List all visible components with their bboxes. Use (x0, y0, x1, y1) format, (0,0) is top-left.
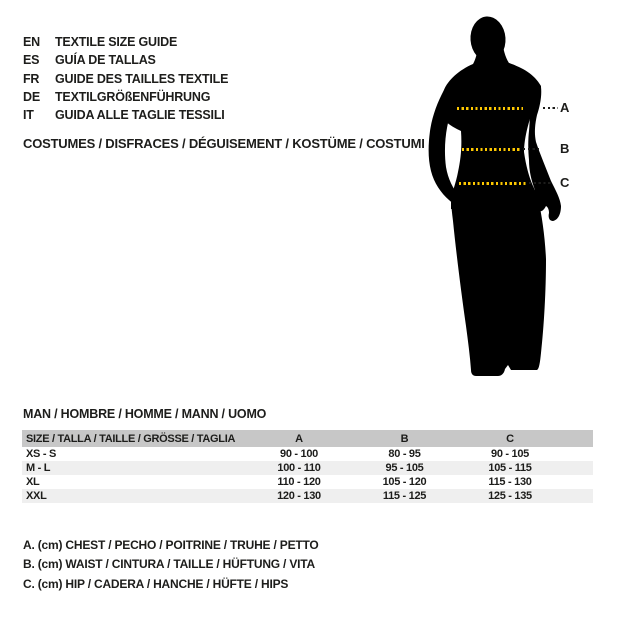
legend-line-hip: C. (cm) HIP / CADERA / HANCHE / HÜFTE / HIPS (23, 576, 289, 591)
language-label: GUIDA ALLE TAGLIE TESSILI (55, 108, 225, 123)
silhouette-legs (451, 198, 546, 376)
chest-measure-dash-yellow (457, 107, 523, 110)
measurement-legend (23, 536, 319, 594)
value-cell: 120 - 130 (277, 490, 321, 502)
language-code: IT (23, 108, 34, 123)
value-cell: 100 - 110 (277, 462, 321, 474)
legend-line-waist: B. (cm) WAIST / CINTURA / TAILLE / HÜFTUNG / VITA (23, 557, 315, 572)
measure-label-c: C (560, 175, 570, 190)
value-cell: 90 - 100 (280, 448, 318, 460)
table-row (22, 447, 593, 461)
language-code: ES (23, 53, 40, 68)
value-cell: 115 - 125 (382, 490, 427, 502)
value-cell: 105 - 115 (488, 462, 532, 474)
waist-measure-dash-black (523, 148, 539, 150)
language-label: TEXTILGRÖßENFÜHRUNG (55, 89, 211, 104)
size-cell: XXL (26, 490, 47, 502)
language-label: GUÍA DE TALLAS (55, 53, 156, 68)
size-cell: M - L (26, 462, 51, 474)
table-row (22, 489, 593, 503)
hip-measure-dash-yellow (459, 182, 528, 185)
category-line: COSTUMES / DISFRACES / DÉGUISEMENT / KOSTÜME / COSTUMI (23, 136, 425, 151)
size-table-header (22, 430, 593, 447)
size-table (22, 430, 593, 503)
measure-label-a: A (560, 100, 570, 115)
value-cell: 80 - 95 (388, 448, 421, 460)
value-cell: 115 - 130 (488, 476, 532, 488)
value-cell: 105 - 120 (382, 476, 427, 488)
size-cell: XS - S (26, 448, 56, 460)
size-table-column-c: C (506, 432, 514, 445)
language-label: GUIDE DES TAILLES TEXTILE (55, 71, 229, 86)
table-row (22, 461, 593, 475)
language-code: FR (23, 71, 40, 86)
size-table-column-b: B (400, 432, 409, 445)
chest-measure-dash-black (543, 107, 558, 109)
language-label: TEXTILE SIZE GUIDE (55, 35, 178, 49)
table-row (22, 475, 593, 489)
waist-measure-dash-yellow (462, 148, 522, 151)
value-cell: 110 - 120 (277, 476, 321, 488)
size-table-header-label: SIZE / TALLA / TAILLE / GRÖSSE / TAGLIA (26, 432, 236, 445)
size-table-column-a: A (295, 432, 303, 445)
language-code: DE (23, 89, 40, 104)
language-code: EN (23, 35, 40, 49)
value-cell: 125 - 135 (488, 490, 532, 502)
hip-measure-dash-black (529, 182, 553, 184)
section-title-man: MAN / HOMBRE / HOMME / MANN / UOMO (23, 407, 267, 421)
value-cell: 90 - 105 (491, 448, 529, 460)
value-cell: 95 - 105 (385, 462, 424, 474)
legend-line-chest: A. (cm) CHEST / PECHO / POITRINE / TRUHE / PETTO (23, 538, 319, 552)
measure-label-b: B (560, 141, 570, 156)
size-cell: XL (26, 476, 40, 488)
